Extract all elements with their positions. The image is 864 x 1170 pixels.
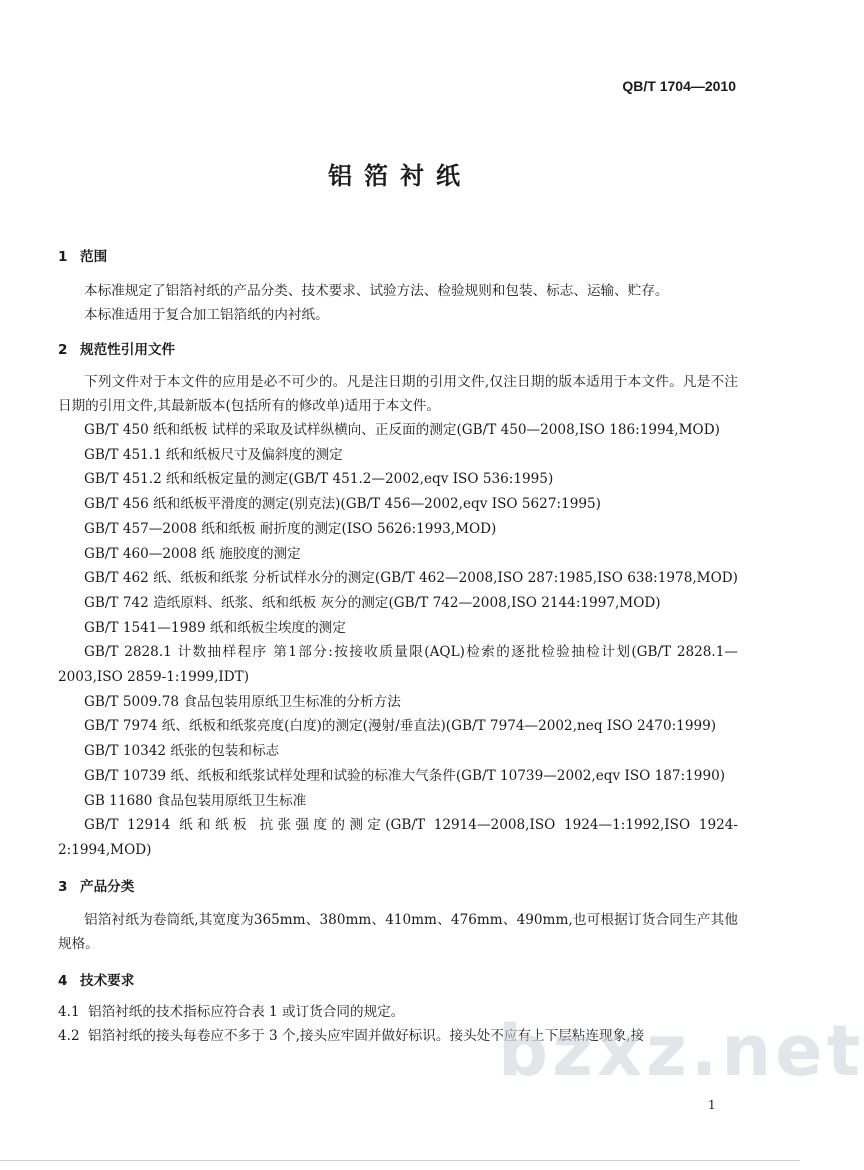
reference-item: GB/T 451.1 纸和纸板尺寸及偏斜度的测定: [84, 446, 343, 463]
reference-item: GB/T 457—2008 纸和纸板 耐折度的测定(ISO 5626:1993,MOD): [84, 520, 497, 537]
reference-item: GB/T 7974 纸、纸板和纸浆亮度(白度)的测定(漫射/垂直法)(GB/T 7974—2002,neq ISO 2470:1999): [84, 718, 717, 735]
section-heading: [58, 339, 738, 361]
reference-item: GB 11680 食品包装用原纸卫生标准: [84, 792, 307, 809]
reference-item: GB/T 742 造纸原料、纸浆、纸和纸板 灰分的测定(GB/T 742—2008,ISO 2144:1997,MOD): [84, 594, 661, 611]
reference-item: GB/T 5009.78 食品包装用原纸卫生标准的分析方法: [84, 693, 401, 710]
section-heading: [58, 246, 738, 268]
reference-item: GB/T 456 纸和纸板平滑度的测定(别克法)(GB/T 456—2002,eqv ISO 5627:1995): [84, 496, 601, 513]
section-number: 3: [58, 878, 68, 895]
paragraph: 本标准规定了铝箔衬纸的产品分类、技术要求、试验方法、检验规则和包装、标志、运输、贮存。: [84, 283, 669, 299]
reference-item: GB/T 450 纸和纸板 试样的采取及试样纵横向、正反面的测定(GB/T 450—2008,ISO 186:1994,MOD): [84, 422, 720, 438]
page-number: 1: [708, 1098, 716, 1112]
clause-text: 铝箔衬纸的接头每卷应不多于 3 个,接头应牢固并做好标识。接头处不应有上下层粘连现象,接: [88, 1027, 645, 1044]
section-title: 范围: [80, 249, 108, 265]
reference-item: GB/T 12914 纸和纸板 抗张强度的测定(GB/T 12914—2008,ISO 1924—1:1992,ISO 1924-2:1994,MOD): [58, 817, 738, 858]
page-edge-line: [0, 1160, 800, 1161]
document-title: 铝箔衬纸: [328, 162, 472, 190]
section-title: 规范性引用文件: [80, 342, 176, 358]
reference-item: GB/T 10342 纸张的包装和标志: [84, 743, 280, 760]
section-number: 1: [58, 249, 68, 265]
reference-item: GB/T 462 纸、纸板和纸浆 分析试样水分的测定(GB/T 462—2008,ISO 287:1985,ISO 638:1978,MOD): [84, 570, 738, 587]
section-number: 4: [58, 972, 68, 989]
paragraph: 本标准适用于复合加工铝箔纸的内衬纸。: [84, 307, 329, 323]
clause-number: 4.1: [58, 1003, 80, 1020]
clause-number: 4.2: [58, 1027, 80, 1044]
paragraph: 铝箔衬纸为卷筒纸,其宽度为365mm、380mm、410mm、476mm、490mm,也可根据订货合同生产其他规格。: [58, 911, 738, 952]
document-body: [58, 246, 738, 1047]
section-title: 产品分类: [80, 878, 135, 895]
section-number: 2: [58, 342, 68, 358]
reference-item: GB/T 460—2008 纸 施胶度的测定: [84, 545, 301, 562]
section-heading: [58, 876, 738, 898]
reference-item: GB/T 10739 纸、纸板和纸浆试样处理和试验的标准大气条件(GB/T 10739—2002,eqv ISO 187:1990): [84, 767, 726, 784]
section-title: 技术要求: [80, 972, 135, 989]
paragraph: 下列文件对于本文件的应用是必不可少的。凡是注日期的引用文件,仅注日期的版本适用于本文件。凡是不注日期的引用文件,其最新版本(包括所有的修改单)适用于本文件。: [58, 374, 738, 414]
reference-item: GB/T 451.2 纸和纸板定量的测定(GB/T 451.2—2002,eqv ISO 536:1995): [84, 471, 554, 488]
section-heading: [58, 970, 738, 992]
clause-text: 铝箔衬纸的技术指标应符合表 1 或订货合同的规定。: [88, 1003, 405, 1020]
reference-item: GB/T 2828.1 计数抽样程序 第1部分:按接收质量限(AQL)检索的逐批检验抽检计划(GB/T 2828.1—2003,ISO 2859-1:1999,IDT): [58, 644, 738, 686]
reference-item: GB/T 1541—1989 纸和纸板尘埃度的测定: [84, 619, 346, 636]
standard-code: QB/T 1704—2010: [622, 78, 736, 94]
watermark: bzxz.net: [498, 1010, 864, 1092]
